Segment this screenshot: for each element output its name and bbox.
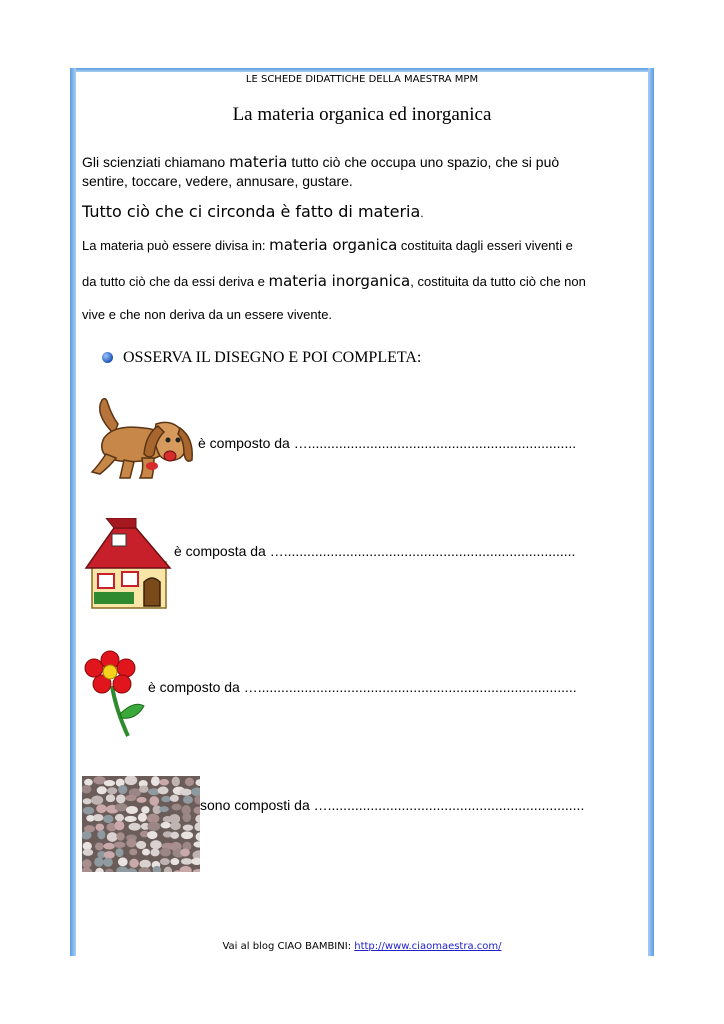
instruction-text: OSSERVA IL DISEGNO E POI COMPLETA:: [123, 349, 422, 366]
class-text2-after: , costituita da tutto ciò che non: [410, 274, 586, 289]
class-text2: da tutto ciò che da essi deriva e: [82, 274, 269, 289]
completion-line-house: è composta da …...........................................................................: [174, 543, 576, 559]
completion-line-flower: è composto da …..................................................................................: [148, 679, 577, 695]
page-border-left: [70, 68, 76, 956]
page-title: La materia organica ed inorganica: [232, 104, 492, 125]
bullet-icon: [102, 352, 113, 363]
page-footer: [0, 941, 724, 952]
class-text3: vive e che non deriva da un essere vivente.: [82, 307, 333, 322]
term-inorganica: materia inorganica: [268, 272, 411, 290]
intro-text: Gli scienziati chiamano: [82, 154, 230, 170]
page-border-right: [648, 68, 654, 956]
class-text1-after: costituita dagli esseri viventi e: [397, 238, 573, 253]
dog-icon: [84, 394, 196, 484]
completion-line-dog: è composto da ….....................................................................: [198, 435, 577, 451]
page-border-top: [70, 68, 654, 72]
term-organica: materia organica: [269, 236, 398, 254]
statement-text: Tutto ciò che ci circonda è fatto di materia: [82, 202, 421, 221]
term-materia: materia: [229, 153, 288, 171]
intro-paragraph: [82, 153, 642, 191]
page-header: LE SCHEDE DIDATTICHE DELLA MAESTRA MPM: [245, 74, 479, 85]
classification-paragraph: [82, 235, 642, 343]
pebbles-icon: [82, 776, 200, 872]
completion-line-pebbles: sono composti da …..................................................................: [200, 797, 585, 813]
intro-text-cont: tutto ciò che occupa uno spazio, che si può: [287, 154, 560, 170]
statement-dot: .: [420, 206, 424, 220]
blog-link[interactable]: http://www.ciaomaestra.com/: [354, 941, 502, 952]
statement: [82, 202, 642, 223]
class-text1: La materia può essere divisa in:: [82, 238, 270, 253]
instruction: [102, 349, 421, 367]
intro-text-line2: sentire, toccare, vedere, annusare, gustare.: [82, 173, 353, 189]
flower-icon: [80, 650, 150, 740]
house-icon: [84, 518, 174, 610]
footer-label: Vai al blog CIAO BAMBINI:: [222, 941, 355, 952]
